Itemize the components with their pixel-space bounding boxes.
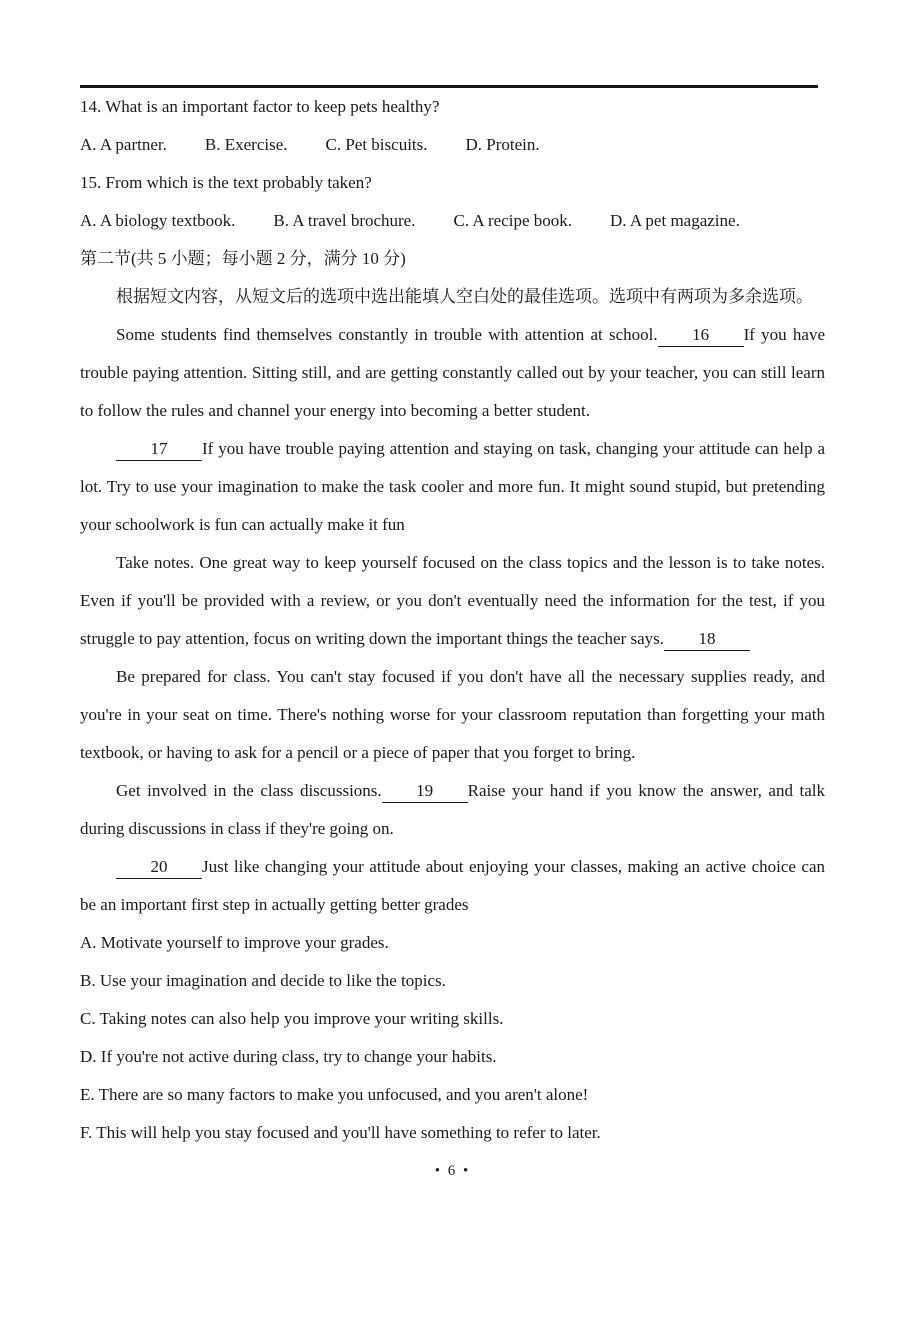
- question-option: D. A pet magazine.: [610, 211, 740, 230]
- passage-text: If you have trouble paying attention. Sitting still, and are getting constantly called out by your teacher, you can still learn to follow the rules and channel your energy into becoming a better student.: [80, 325, 825, 420]
- question-options: [80, 126, 825, 164]
- section-instruction: 根据短文内容，从短文后的选项中选出能填人空白处的最佳选项。选项中有两项为多余选项。: [116, 287, 813, 306]
- choice-item: E. There are so many factors to make you unfocused, and you aren't alone!: [80, 1085, 589, 1104]
- passage-text: Some students find themselves constantly in trouble with attention at school.: [116, 325, 658, 344]
- question-option: A. A partner.: [80, 135, 167, 154]
- page-number: • 6 •: [434, 1163, 471, 1179]
- passage-paragraph: [80, 772, 825, 848]
- question-option: D. Protein.: [465, 135, 540, 154]
- question-option: C. Pet biscuits.: [325, 135, 428, 154]
- choice-item: B. Use your imagination and decide to like the topics.: [80, 971, 446, 990]
- cloze-blank: 18: [664, 628, 750, 651]
- passage-paragraph: [80, 316, 825, 430]
- passage-paragraph: [80, 848, 825, 924]
- question-text: 15. From which is the text probably taken?: [80, 173, 372, 192]
- choice-item: A. Motivate yourself to improve your grades.: [80, 933, 389, 952]
- passage-text: Be prepared for class. You can't stay focused if you don't have all the necessary supplies ready, and you're in your seat on time. There's nothing worse for your classroom reputation than forgetting your math textbook, or having to ask for a pencil or a piece of paper that you forget to bring.: [80, 667, 825, 762]
- passage-paragraph: [80, 658, 825, 772]
- choice-item: F. This will help you stay focused and you'll have something to refer to later.: [80, 1123, 601, 1142]
- cloze-blank: 16: [658, 324, 744, 347]
- passage-text: Get involved in the class discussions.: [116, 781, 382, 800]
- question-option: A. A biology textbook.: [80, 211, 236, 230]
- question-option: B. A travel brochure.: [273, 211, 416, 230]
- passage-text: Just like changing your attitude about enjoying your classes, making an active choice can be an important first step in actually getting better grades: [80, 857, 825, 914]
- passage-text: If you have trouble paying attention and staying on task, changing your attitude can help a lot. Try to use your imagination to make the task cooler and more fun. It might sound stupid, but pretending your schoolwork is fun can actually make it fun: [80, 439, 825, 534]
- cloze-blank: 17: [116, 438, 202, 461]
- choice-list: [80, 924, 825, 1152]
- question-options: [80, 202, 825, 240]
- passage-text: Take notes. One great way to keep yourself focused on the class topics and the lesson is to take notes. Even if you'll be provided with a review, or you don't eventually need the information for the test, if you struggle to pay attention, focus on writing down the important things the teacher says.: [80, 553, 825, 648]
- question-option: B. Exercise.: [204, 135, 288, 154]
- question-option: C. A recipe book.: [453, 211, 572, 230]
- cloze-blank: 19: [382, 780, 468, 803]
- cloze-blank: 20: [116, 856, 202, 879]
- passage-text: Raise your hand if you know the answer, and talk during discussions in class if they're going on.: [80, 781, 826, 838]
- section-heading: 第二节(共 5 小题；每小题 2 分，满分 10 分): [80, 249, 406, 268]
- exam-page: [0, 85, 900, 1331]
- cloze-passage: [80, 316, 825, 924]
- passage-paragraph: [80, 544, 825, 658]
- choice-item: D. If you're not active during class, try to change your habits.: [80, 1047, 497, 1066]
- passage-paragraph: [80, 430, 825, 544]
- reading-questions: [80, 88, 825, 240]
- choice-item: C. Taking notes can also help you improve your writing skills.: [80, 1009, 504, 1028]
- question-text: 14. What is an important factor to keep pets healthy?: [80, 97, 440, 116]
